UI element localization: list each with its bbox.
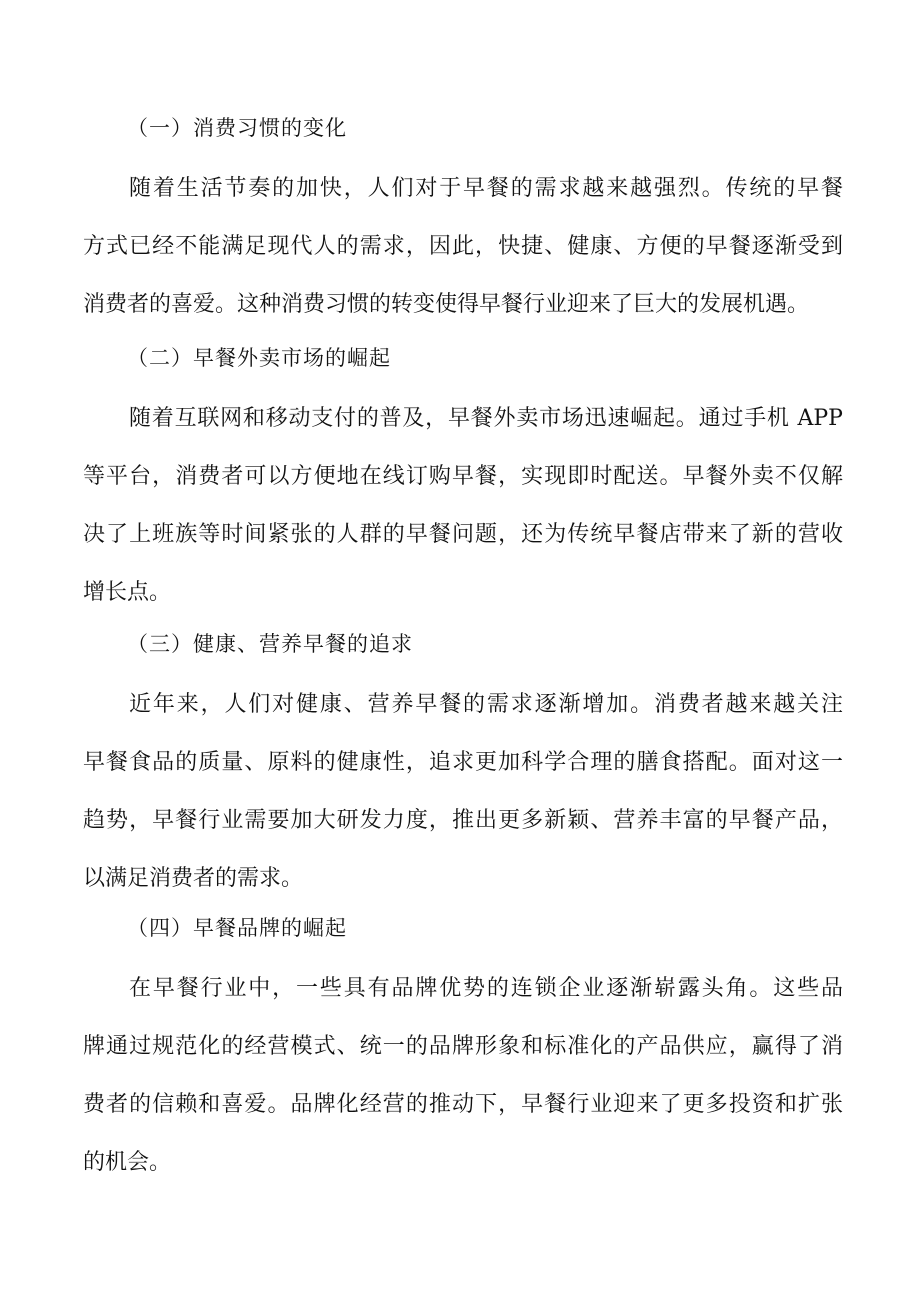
section-heading-4: （四）早餐品牌的崛起	[127, 916, 347, 940]
section-paragraph-4	[83, 960, 843, 1192]
paragraph-line: 近年来，人们对健康、营养早餐的需求逐渐增加。消费者越来越关注	[129, 692, 843, 717]
paragraph-line: 方式已经不能满足现代人的需求，因此，快捷、健康、方便的早餐逐渐受到	[83, 234, 843, 259]
paragraph-line: 随着互联网和移动支付的普及，早餐外卖市场迅速崛起。通过手机 APP	[129, 406, 843, 431]
section-heading-1: （一）消费习惯的变化	[127, 116, 347, 140]
paragraph-line: 费者的信赖和喜爱。品牌化经营的推动下，早餐行业迎来了更多投资和扩张	[83, 1092, 843, 1117]
section-heading-2: （二）早餐外卖市场的崛起	[127, 346, 391, 370]
section-paragraph-3	[83, 676, 843, 908]
paragraph-line: 的机会。	[83, 1150, 172, 1175]
paragraph-line: 决了上班族等时间紧张的人群的早餐问题，还为传统早餐店带来了新的营收	[83, 522, 843, 547]
paragraph-line: 牌通过规范化的经营模式、统一的品牌形象和标准化的产品供应，赢得了消	[83, 1034, 843, 1059]
paragraph-line: 随着生活节奏的加快，人们对于早餐的需求越来越强烈。传统的早餐	[129, 176, 843, 201]
paragraph-line: 等平台，消费者可以方便地在线订购早餐，实现即时配送。早餐外卖不仅解	[83, 464, 843, 489]
paragraph-line: 趋势，早餐行业需要加大研发力度，推出更多新颖、营养丰富的早餐产品，	[83, 808, 843, 833]
section-paragraph-1	[83, 160, 843, 334]
paragraph-line: 增长点。	[83, 580, 172, 605]
paragraph-line: 早餐食品的质量、原料的健康性，追求更加科学合理的膳食搭配。面对这一	[83, 750, 843, 775]
paragraph-line: 以满足消费者的需求。	[83, 866, 304, 891]
paragraph-line: 消费者的喜爱。这种消费习惯的转变使得早餐行业迎来了巨大的发展机遇。	[83, 292, 810, 317]
section-paragraph-2	[83, 390, 843, 622]
section-heading-3: （三）健康、营养早餐的追求	[127, 632, 413, 656]
paragraph-line: 在早餐行业中，一些具有品牌优势的连锁企业逐渐崭露头角。这些品	[129, 976, 843, 1001]
